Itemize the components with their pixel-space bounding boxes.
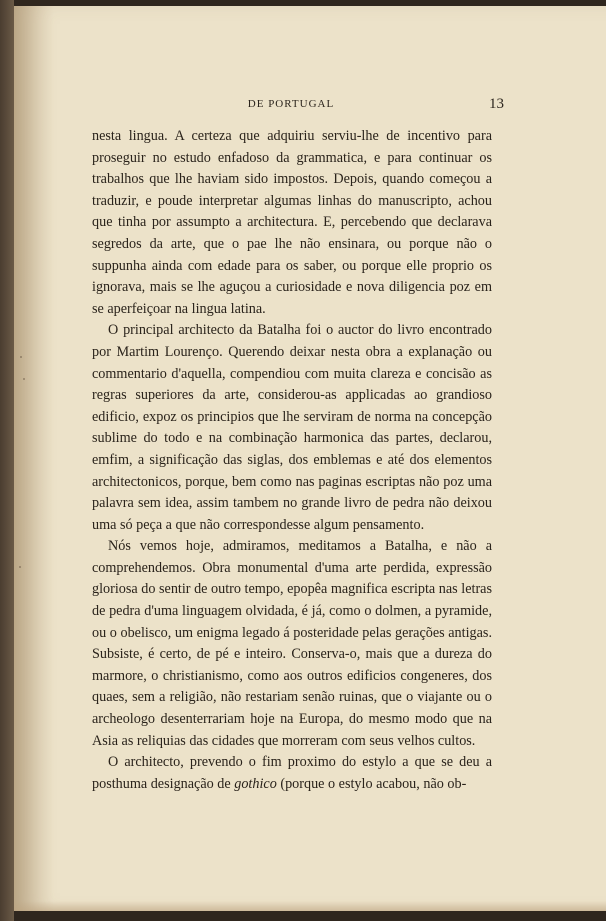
running-title: DE PORTUGAL bbox=[247, 98, 335, 110]
italic-term: gothico bbox=[234, 775, 277, 792]
paragraph: Nós vemos hoje, admiramos, meditamos a Batalha, e não a comprehendemos. Obra monumental d'uma arte perdida, expressão gloriosa do sentir de outro tempo, epopêa magnifica escripta nas letras de pedra d'uma linguagem olvidada, é já, como o dolmen, a pyramide, ou o obelisco, um enigma legado á posteridade pelas gerações antigas. Subsiste, é certo, de pé e inteiro. Conserva-o, mais que a dureza do marmore, o christianismo, como aos outros edificios congeneres, dos quaes, sem a religião, não restariam senão ruinas, que o viajante ou o archeologo desenterrariam hoje na Europa, do mesmo modo que na Asia as reliquias das cidades que morreram com seus velhos cultos. bbox=[92, 538, 492, 749]
page-number: 13 bbox=[489, 96, 504, 112]
binding-edge bbox=[0, 0, 14, 921]
paragraph-text: (porque o estylo acabou, não ob- bbox=[276, 775, 467, 792]
paragraph-text: O architecto, prevendo o fim proximo do estylo a que se deu a posthuma designação de bbox=[92, 754, 492, 792]
running-head bbox=[86, 96, 504, 116]
body-text bbox=[92, 126, 492, 795]
paragraph: nesta lingua. A certeza que adquiriu serviu-lhe de incentivo para proseguir no estudo enfadoso da grammatica, e para continuar os trabalhos que lhe haviam sido impostos. Depois, quando começou a traduzir, e poude interpretar algumas linhas do manuscripto, achou que tinha por assumpto a architectura. E, percebendo que declarava segredos da arte, que o pae lhe não ensinara, ou porque não o suppunha ainda com edade para os saber, ou porque elle proprio os ignorava, mais se lhe aguçou a curiosidade e nova diligencia poz em se aperfeiçoar na lingua latina. bbox=[92, 128, 492, 317]
paragraph bbox=[92, 752, 492, 795]
page-gutter-shadow bbox=[14, 6, 54, 911]
page-bottom-edge bbox=[14, 901, 606, 911]
paper-speck bbox=[20, 356, 22, 358]
paragraph: O principal architecto da Batalha foi o auctor do livro encontrado por Martim Lourenço. Querendo deixar nesta obra a explanação ou commentario d'aquella, compendiou com muita clareza e concisão as regras superiores da arte, considerou-as applicadas ao grandioso edificio, expoz os principios que lhe serviram de norma na concepção sublime do todo e na combinação harmonica das partes, declarou, emfim, a significação das siglas, dos emblemas e até dos elementos architectonicos, porque, bem como nas paginas escriptas não poz uma palavra sem idea, assim tambem no grande livro de pedra não deixou uma só peça a que não correspondesse algum pensamento. bbox=[92, 322, 492, 533]
paper-speck bbox=[23, 378, 25, 380]
paper-speck bbox=[19, 566, 21, 568]
